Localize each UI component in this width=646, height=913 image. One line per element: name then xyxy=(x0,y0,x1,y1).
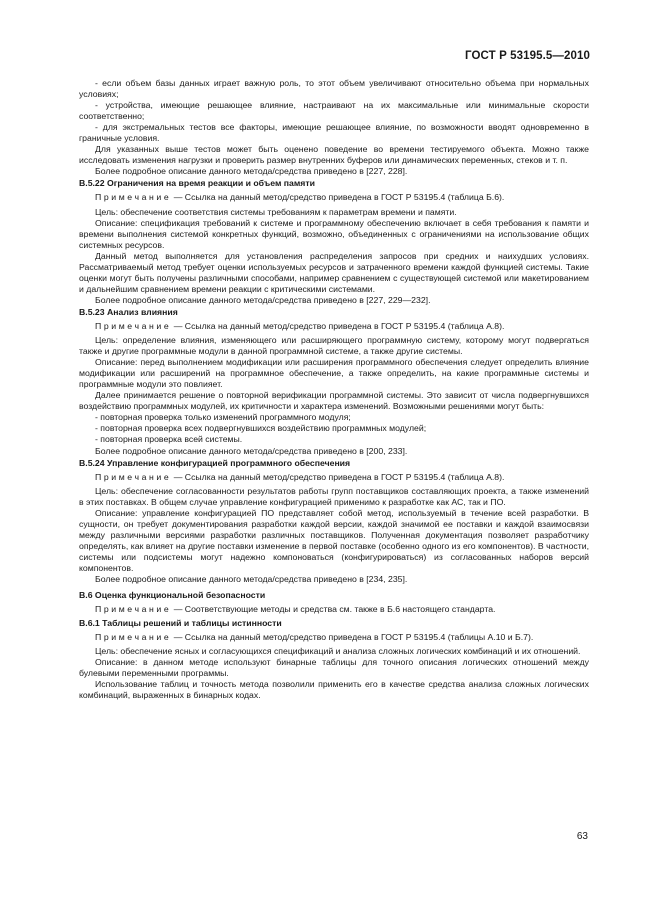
body-paragraph: Данный метод выполняется для установления распределения запросов при средних и наихудших условиях. Рассматриваемый метод требует оценки используемых ресурсов и затраченного времени каждой функцией системы. Такие оценки могут быть получены различными способами, например сравнением с существующей системой или макетированием и дальнейшим сравнением времени реакции с критическими системами. xyxy=(79,250,589,294)
section-heading: В.5.22 Ограничения на время реакции и объем памяти xyxy=(79,178,315,189)
note-label: Примечание xyxy=(95,604,172,615)
body-paragraph: - повторная проверка только изменений программного модуля; xyxy=(95,412,351,423)
body-paragraph: Более подробное описание данного метода/средства приведено в [227, 228]. xyxy=(95,166,408,177)
note-paragraph xyxy=(79,604,589,615)
note-paragraph xyxy=(79,472,589,483)
section-heading: В.5.24 Управление конфигурацией программного обеспечения xyxy=(79,457,351,468)
note-text: — Соответствующие методы и средства см. также в Б.6 настоящего стандарта. xyxy=(171,604,496,615)
body-paragraph: - если объем базы данных играет важную роль, то этот объем увеличивают относительно объема при нормальных условиях; xyxy=(79,78,589,100)
body-paragraph: Цель: обеспечение соответствия системы требованиям к параметрам времени и памяти. xyxy=(95,206,457,217)
note-paragraph xyxy=(79,192,589,203)
note-text: — Ссылка на данный метод/средство приведена в ГОСТ Р 53195.4 (таблицы А.10 и Б.7). xyxy=(171,632,534,643)
section-heading: В.6.1 Таблицы решений и таблицы истинности xyxy=(79,618,282,629)
note-paragraph xyxy=(79,321,589,332)
body-paragraph: - для экстремальных тестов все факторы, имеющие решающее влияние, по возможности вводят одновременно в граничные условия. xyxy=(79,122,589,144)
body-paragraph: Цель: обеспечение ясных и согласующихся спецификаций и анализа сложных логических комбинаций и их отношений. xyxy=(95,646,581,657)
body-paragraph: Более подробное описание данного метода/средства приведено в [227, 229—232]. xyxy=(95,294,431,305)
standard-header: ГОСТ Р 53195.5—2010 xyxy=(465,50,590,62)
note-label: Примечание xyxy=(95,192,172,203)
body-paragraph: Использование таблиц и точность метода позволили применить его в качестве средства анализа сложных логических комбинаций, выраженных в бинарных кодах. xyxy=(79,679,589,701)
body-paragraph: - повторная проверка всей системы. xyxy=(95,434,243,445)
body-paragraph: Описание: спецификация требований к системе и программному обеспечению включает в себя требования к памяти и времени выполнения системой конкретных функций, возможно, объединенных с ограничениями на использование общих системных ресурсов. xyxy=(79,217,589,250)
body-paragraph: Описание: перед выполнением модификации или расширения программного обеспечения следует определить влияние модификации или расширений на программное обеспечение, а также определить, на какие программные системы и программные модули это повлияет. xyxy=(79,357,589,390)
body-paragraph: - повторная проверка всех подвергнувшихся воздействию программных модулей; xyxy=(95,423,427,434)
body-paragraph: Более подробное описание данного метода/средства приведено в [200, 233]. xyxy=(95,445,408,456)
note-label: Примечание xyxy=(95,320,172,331)
body-paragraph: Для указанных выше тестов может быть оценено поведение во времени тестируемого объекта. Можно также исследовать изменения нагрузки и проверить размер внутренних буферов или динамических переменных, стеков и т. п. xyxy=(79,144,589,166)
note-text: — Ссылка на данный метод/средство приведена в ГОСТ Р 53195.4 (таблица А.8). xyxy=(171,320,505,331)
note-text: — Ссылка на данный метод/средство приведена в ГОСТ Р 53195.4 (таблица А.8). xyxy=(171,471,505,482)
document-body xyxy=(79,78,589,701)
note-label: Примечание xyxy=(95,632,172,643)
note-paragraph xyxy=(79,632,589,643)
page-number: 63 xyxy=(576,831,588,842)
note-text: — Ссылка на данный метод/средство приведена в ГОСТ Р 53195.4 (таблица Б.6). xyxy=(171,192,505,203)
body-paragraph: Описание: в данном методе используют бинарные таблицы для точного описания логических отношений между булевыми переменными программы. xyxy=(79,657,589,679)
section-heading: В.5.23 Анализ влияния xyxy=(79,306,178,317)
note-label: Примечание xyxy=(95,471,172,482)
body-paragraph: Далее принимается решение о повторной верификации программной системы. Это зависит от числа подвергнувшихся воздействию программных модулей, их критичности и характера изменений. Возможными решениями могут быть: xyxy=(79,390,589,412)
body-paragraph: - устройства, имеющие решающее влияние, настраивают на их максимальные или минимальные скорости соответственно; xyxy=(79,100,589,122)
section-heading: В.6 Оценка функциональной безопасности xyxy=(79,590,266,601)
body-paragraph: Описание: управление конфигурацией ПО представляет собой метод, используемый в течение всей разработки. В сущности, он требует документирования разработки каждой версии, каждой значимой ее поставки и каждой взаимосвязи между различными версиями разработки различных поставщиков. Полученная документация позволяет разработчику определять, как влияет на другие поставки изменение в первой поставке (особенно одного из его компонентов). В частности, системы или подсистемы могут надежно компоноваться (конфигурироваться) из согласованных наборов версий компонентов. xyxy=(79,507,589,573)
body-paragraph: Цель: определение влияния, изменяющего или расширяющего программную систему, которому могут подвергаться также и другие программные модули в данной программной системе, а также другие системы. xyxy=(79,335,589,357)
body-paragraph: Более подробное описание данного метода/средства приведено в [234, 235]. xyxy=(95,574,408,585)
body-paragraph: Цель: обеспечение согласованности результатов работы групп поставщиков составляющих проекта, а также изменений в этих поставках. В общем случае управление конфигурацией применимо к разработке как АС, так и ПО. xyxy=(79,485,589,507)
